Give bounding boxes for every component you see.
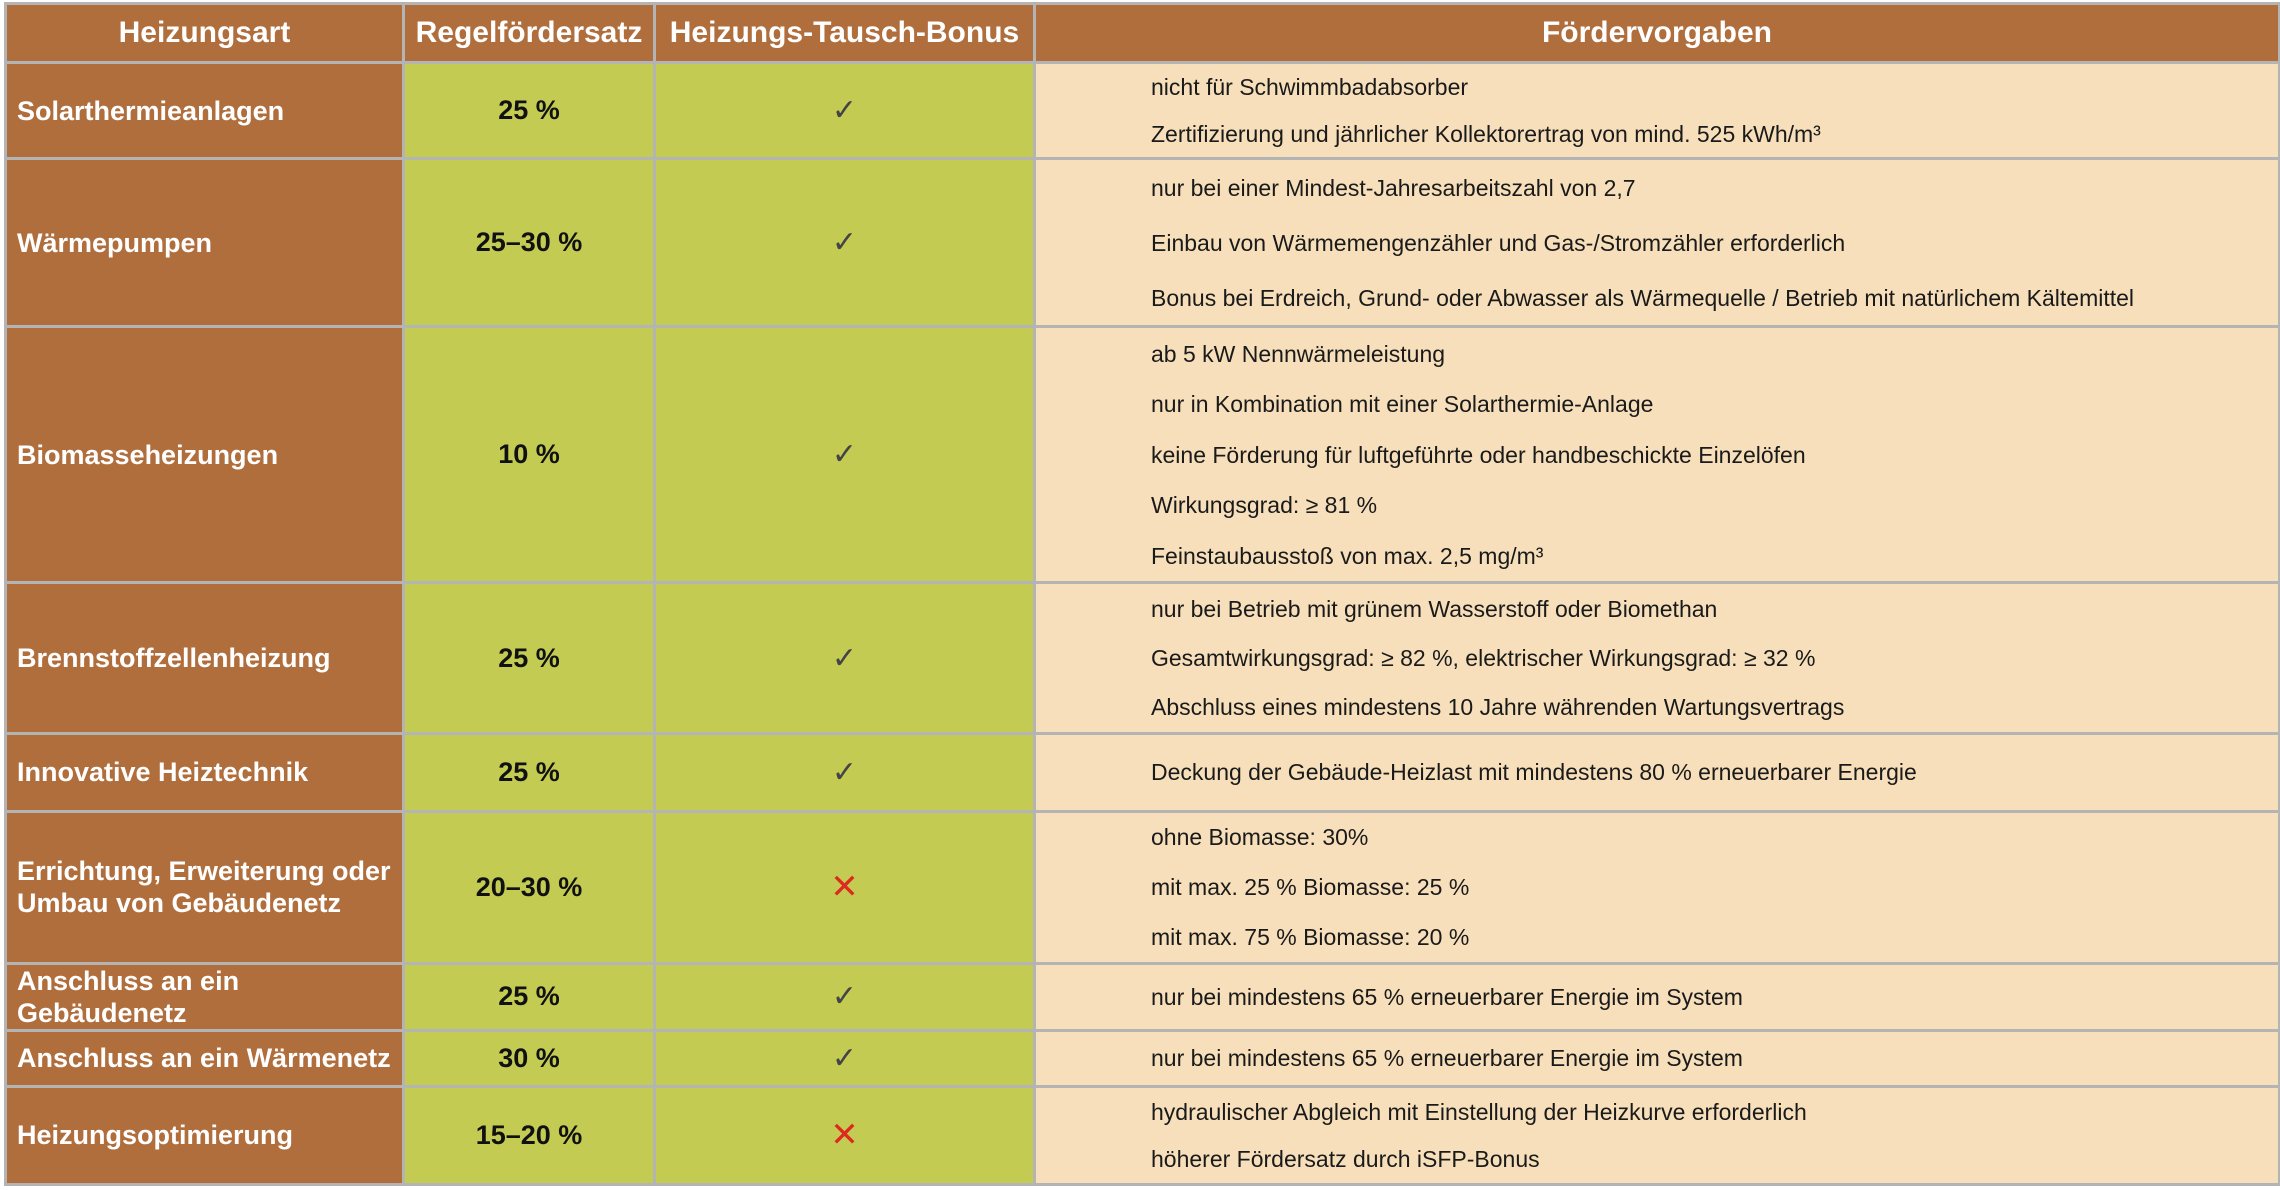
funding-rate-cell: 25 % [404,63,655,159]
requirement-item: nur bei mindestens 65 % erneuerbarer Energie im System [1151,983,1743,1010]
heating-type-cell: Innovative Heiztechnik [6,733,404,811]
heating-type-cell: Anschluss an ein Wärmenetz [6,1030,404,1086]
cross-icon: ✕ [830,868,859,907]
requirement-item: nicht für Schwimmbadabsorber [1151,74,1469,101]
requirement-item: ohne Biomasse: 30% [1151,824,1369,851]
requirement-item: Bonus bei Erdreich, Grund- oder Abwasser als Wärmequelle / Betrieb mit natürlichem Kältemittel [1151,284,2135,311]
funding-table [4,2,2280,1186]
heating-type-cell: Heizungsoptimierung [6,1086,404,1184]
check-icon: ✓ [831,438,858,472]
requirement-item: mit max. 75 % Biomasse: 20 % [1151,923,1470,950]
cross-icon: ✕ [830,1116,859,1155]
table-row [6,583,2280,733]
requirements-cell [1035,63,2280,159]
check-icon: ✓ [831,94,858,128]
heating-type-cell: Brennstoffzellenheizung [6,583,404,733]
requirement-item: keine Förderung für luftgeführte oder handbeschickte Einzelöfen [1151,441,1806,468]
requirements-list [1151,328,2278,581]
requirements-list [1151,813,2278,962]
check-icon: ✓ [831,1041,858,1075]
table-row [6,63,2280,159]
exchange-bonus-cell [655,63,1035,159]
heating-type-cell: Anschluss an ein Gebäudenetz [6,963,404,1030]
check-icon: ✓ [831,755,858,789]
funding-rate-cell: 25–30 % [404,159,655,327]
requirements-list [1151,584,2278,731]
requirement-item: hydraulischer Abgleich mit Einstellung der Heizkurve erforderlich [1151,1098,1807,1125]
requirements-cell [1035,811,2280,963]
exchange-bonus-cell [655,963,1035,1030]
heating-type-cell: Errichtung, Erweiterung oder Umbau von Gebäudenetz [6,811,404,963]
heating-type-cell: Wärmepumpen [6,159,404,327]
header-exchange-bonus: Heizungs-Tausch-Bonus [655,4,1035,63]
requirements-cell [1035,963,2280,1030]
requirement-item: mit max. 25 % Biomasse: 25 % [1151,874,1470,901]
requirements-cell [1035,159,2280,327]
exchange-bonus-cell [655,159,1035,327]
heating-type-cell: Solarthermieanlagen [6,63,404,159]
funding-rate-cell: 10 % [404,327,655,583]
requirement-item: Gesamtwirkungsgrad: ≥ 82 %, elektrischer Wirkungsgrad: ≥ 32 % [1151,644,1816,671]
exchange-bonus-cell [655,1030,1035,1086]
check-icon: ✓ [831,980,858,1014]
header-heating-type: Heizungsart [6,4,404,63]
exchange-bonus-cell [655,733,1035,811]
table-row [6,1086,2280,1184]
requirements-list [1151,1088,2278,1183]
requirement-item: nur bei mindestens 65 % erneuerbarer Energie im System [1151,1045,1743,1072]
requirement-item: Zertifizierung und jährlicher Kollektorertrag von mind. 525 kWh/m³ [1151,120,1821,147]
exchange-bonus-cell [655,583,1035,733]
check-icon: ✓ [831,226,858,260]
table-row [6,159,2280,327]
funding-rate-cell: 25 % [404,963,655,1030]
requirements-cell [1035,1086,2280,1184]
heating-type-cell: Biomasseheizungen [6,327,404,583]
requirements-cell [1035,583,2280,733]
funding-rate-cell: 20–30 % [404,811,655,963]
requirement-item: Feinstaubausstoß von max. 2,5 mg/m³ [1151,543,1544,570]
exchange-bonus-cell [655,327,1035,583]
requirement-item: nur bei einer Mindest-Jahresarbeitszahl von 2,7 [1151,174,1636,201]
requirements-cell [1035,327,2280,583]
requirement-item: Deckung der Gebäude-Heizlast mit mindestens 80 % erneuerbarer Energie [1151,759,1917,786]
exchange-bonus-cell [655,1086,1035,1184]
requirements-cell [1035,1030,2280,1086]
table-row [6,733,2280,811]
table-row [6,963,2280,1030]
funding-rate-cell: 25 % [404,583,655,733]
requirement-item: Wirkungsgrad: ≥ 81 % [1151,492,1378,519]
requirements-cell [1035,733,2280,811]
requirement-item: höherer Fördersatz durch iSFP-Bonus [1151,1146,1540,1173]
table-header-row [6,4,2280,63]
funding-rate-cell: 30 % [404,1030,655,1086]
check-icon: ✓ [831,641,858,675]
table-body [6,63,2280,1185]
requirements-list [1151,64,2278,157]
funding-rate-cell: 15–20 % [404,1086,655,1184]
requirement-item: nur in Kombination mit einer Solarthermie-Anlage [1151,391,1654,418]
requirements-list [1151,1032,2278,1085]
requirement-item: Abschluss eines mindestens 10 Jahre währenden Wartungsvertrags [1151,694,1845,721]
table-row [6,811,2280,963]
requirement-item: Einbau von Wärmemengenzähler und Gas-/Stromzähler erforderlich [1151,229,1846,256]
requirement-item: ab 5 kW Nennwärmeleistung [1151,340,1446,367]
funding-table-container [4,2,2278,1186]
funding-rate-cell: 25 % [404,733,655,811]
header-requirements: Fördervorgaben [1035,4,2280,63]
table-row [6,1030,2280,1086]
exchange-bonus-cell [655,811,1035,963]
table-row [6,327,2280,583]
requirements-list [1151,965,2278,1029]
requirements-list [1151,160,2278,325]
requirement-item: nur bei Betrieb mit grünem Wasserstoff oder Biomethan [1151,595,1718,622]
header-funding-rate: Regelfördersatz [404,4,655,63]
requirements-list [1151,735,2278,810]
